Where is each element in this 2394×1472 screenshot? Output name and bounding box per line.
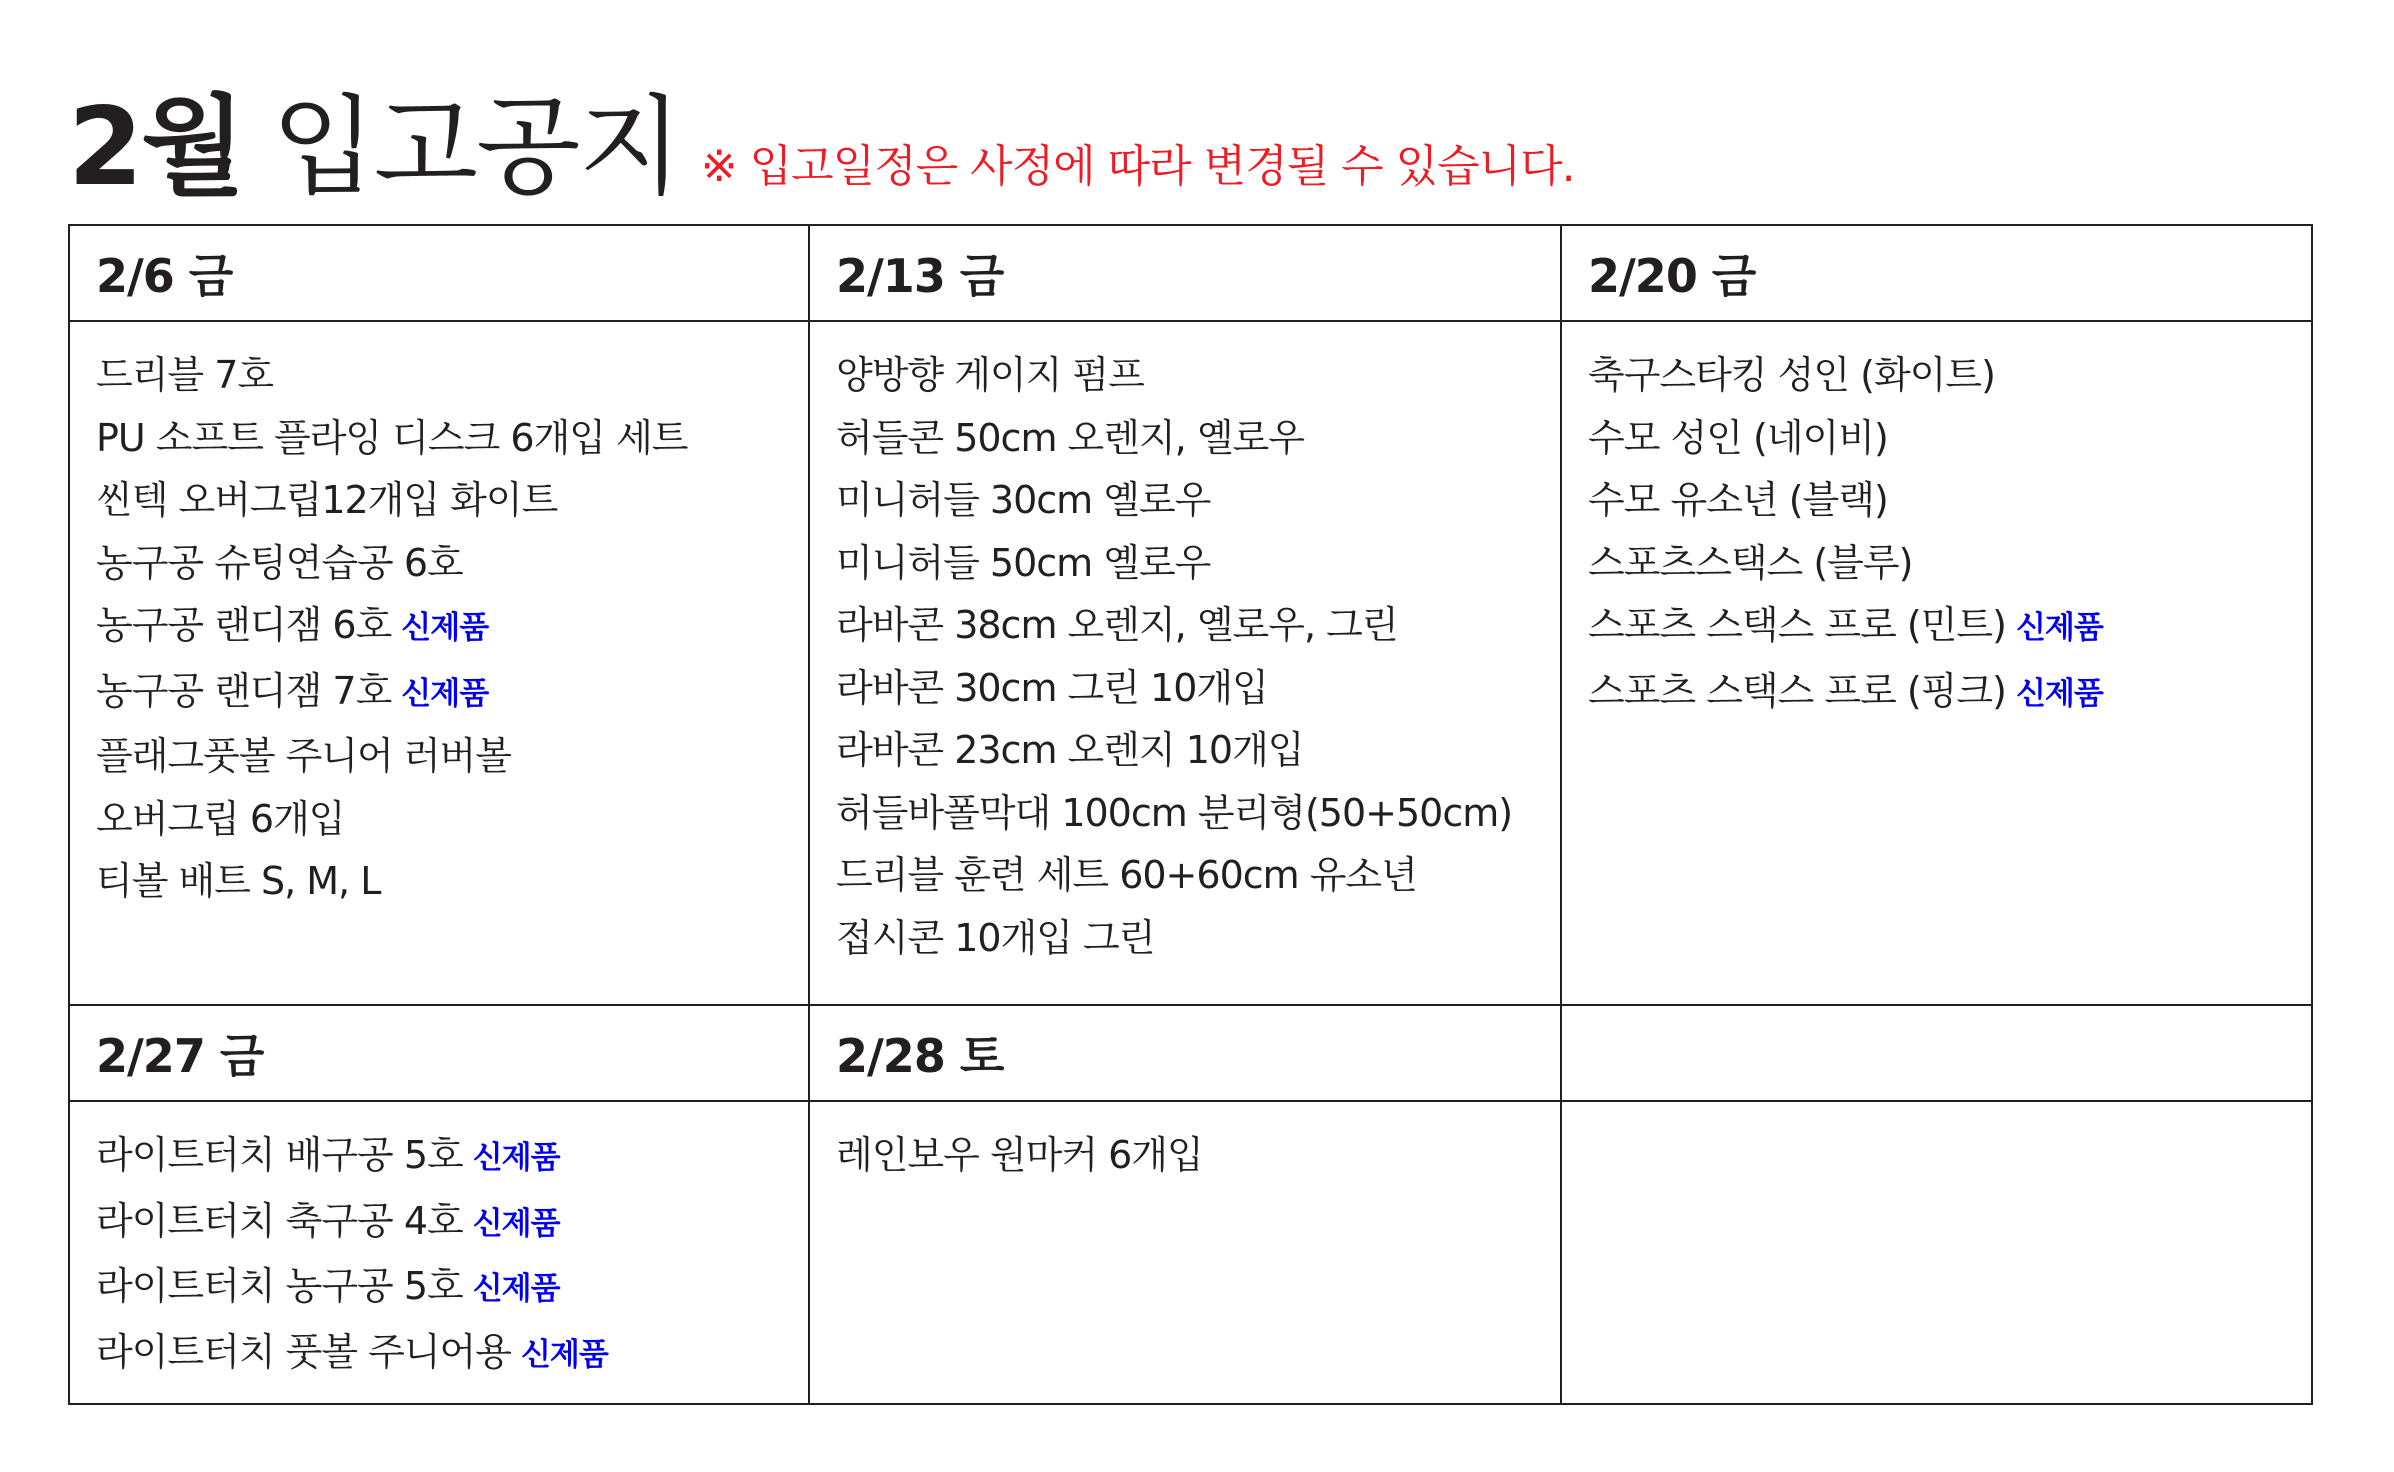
product-name: 스포츠스택스 (블루) (1588, 540, 1913, 585)
product-name: 축구스타킹 성인 (화이트) (1588, 353, 1995, 397)
product-item (96, 1321, 808, 1387)
product-name: 라이트터치 축구공 4호 (96, 1198, 463, 1243)
item-list-cell (810, 1102, 1562, 1403)
product-name: 양방향 게이지 펌프 (836, 353, 1144, 397)
product-name: 라바콘 23cm 오렌지 10개입 (836, 728, 1304, 772)
date-header-cell (70, 226, 810, 322)
product-item (96, 1124, 808, 1190)
new-product-badge: 신제품 (472, 1140, 560, 1176)
product-name: 접시콘 10개입 그린 (836, 915, 1155, 960)
item-list-cell (810, 322, 1562, 1006)
new-product-badge: 신제품 (472, 1271, 560, 1307)
product-item (96, 532, 808, 595)
product-item (1588, 660, 2311, 726)
title-month: 2월 (68, 85, 244, 210)
product-item (1588, 594, 2311, 660)
product-name: 스포츠 스택스 프로 (핑크) (1588, 668, 2006, 713)
product-item (836, 532, 1560, 595)
product-name: 라이트터치 풋볼 주니어용 (96, 1329, 511, 1374)
product-name: 플래그풋볼 주니어 러버볼 (96, 734, 511, 778)
product-item (96, 407, 808, 470)
product-name: 스포츠 스택스 프로 (민트) (1588, 603, 2006, 647)
product-item (96, 1190, 808, 1256)
product-item (96, 1255, 808, 1321)
product-name: 라바콘 38cm 오렌지, 옐로우, 그린 (836, 603, 1398, 647)
product-name: PU 소프트 플라잉 디스크 6개입 세트 (96, 415, 688, 460)
product-item (836, 657, 1560, 720)
product-name: 농구공 슈팅연습공 6호 (96, 540, 463, 585)
product-item (836, 407, 1560, 470)
product-name: 허들바폴막대 100cm 분리형(50+50cm) (836, 790, 1513, 835)
date-header-cell (1562, 1006, 2311, 1102)
product-name: 라이트터치 배구공 5호 (96, 1133, 463, 1177)
arrival-date: 2/20 금 (1588, 249, 1756, 303)
schedule-table (68, 224, 2313, 1405)
arrival-date: 2/27 금 (96, 1029, 264, 1083)
product-name: 미니허들 30cm 옐로우 (836, 478, 1211, 522)
item-list-cell (1562, 322, 2311, 1006)
product-item (836, 344, 1560, 407)
product-item (1588, 469, 2311, 532)
product-name: 레인보우 원마커 6개입 (836, 1133, 1203, 1177)
new-product-badge: 신제품 (401, 610, 489, 646)
arrival-date: 2/6 금 (96, 249, 233, 303)
product-item (1588, 344, 2311, 407)
product-item (836, 719, 1560, 782)
product-item (96, 660, 808, 726)
product-name: 농구공 랜디잼 6호 (96, 603, 392, 647)
item-list-cell (70, 322, 810, 1006)
product-name: 수모 성인 (네이비) (1588, 415, 1888, 460)
product-name: 씬텍 오버그립12개입 화이트 (96, 478, 558, 522)
title-text: 입고공지 (271, 85, 681, 210)
new-product-badge: 신제품 (2015, 610, 2103, 646)
product-item (836, 469, 1560, 532)
new-product-badge: 신제품 (2015, 675, 2103, 712)
product-name: 농구공 랜디잼 7호 (96, 668, 392, 713)
page-header (68, 62, 1575, 210)
product-item (836, 594, 1560, 657)
product-item (1588, 532, 2311, 595)
product-item (96, 344, 808, 407)
date-header-cell (1562, 226, 2311, 322)
product-name: 드리블 7호 (96, 353, 274, 397)
date-header-cell (70, 1006, 810, 1102)
product-item (96, 594, 808, 660)
product-item (836, 1124, 1560, 1187)
product-item (96, 850, 808, 913)
new-product-badge: 신제품 (401, 675, 489, 712)
product-item (1588, 407, 2311, 470)
product-item (96, 725, 808, 788)
product-name: 티볼 배트 S, M, L (96, 859, 381, 903)
date-header-cell (810, 226, 1562, 322)
arrival-date: 2/28 토 (836, 1029, 1004, 1083)
product-item (96, 469, 808, 532)
product-name: 라바콘 30cm 그린 10개입 (836, 665, 1268, 710)
schedule-notice: ※ 입고일정은 사정에 따라 변경될 수 있습니다. (700, 141, 1575, 192)
product-name: 미니허들 50cm 옐로우 (836, 540, 1211, 585)
product-name: 허들콘 50cm 오렌지, 옐로우 (836, 415, 1304, 460)
new-product-badge: 신제품 (472, 1205, 560, 1242)
date-header-cell (810, 1006, 1562, 1102)
product-name: 오버그립 6개입 (96, 796, 345, 841)
item-list-cell (1562, 1102, 2311, 1403)
product-name: 수모 유소년 (블랙) (1588, 478, 1888, 522)
product-name: 드리블 훈련 세트 60+60cm 유소년 (836, 853, 1417, 897)
product-item (836, 844, 1560, 907)
product-item (96, 788, 808, 851)
product-item (836, 907, 1560, 970)
arrival-date: 2/13 금 (836, 249, 1004, 303)
product-name: 라이트터치 농구공 5호 (96, 1264, 463, 1308)
item-list-cell (70, 1102, 810, 1403)
new-product-badge: 신제품 (520, 1336, 608, 1373)
product-item (836, 782, 1560, 845)
